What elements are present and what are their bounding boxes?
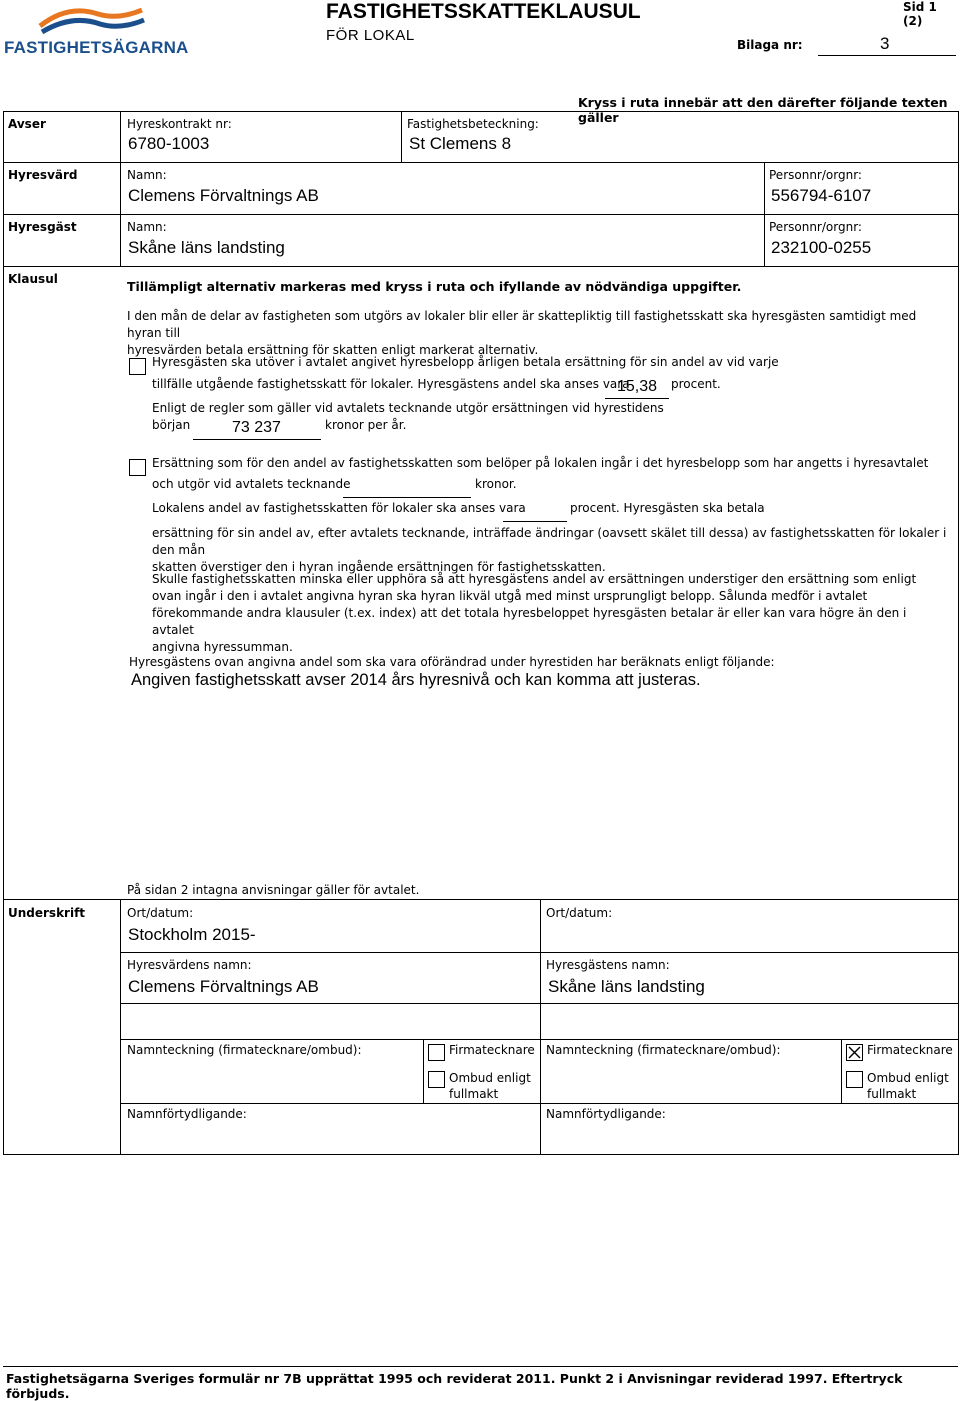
page-indicator: Sid 1 (2): [903, 0, 937, 28]
alt2-line3-suffix: procent. Hyresgästen ska betala: [570, 501, 765, 515]
alt1-line3: Enligt de regler som gäller vid avtalets tecknande utgör ersättningen vid hyrestidens: [152, 401, 664, 415]
frame-right: [958, 111, 959, 1155]
alt2-line1: Ersättning som för den andel av fastighetsskatten som belöper på lokalen ingår i det hyresbelopp som har angetts i hyresavtalet: [152, 456, 929, 470]
basis-label: Hyresgästens ovan angivna andel som ska vara oförändrad under hyrestiden har beräknats enligt följande:: [129, 655, 775, 669]
orgnr-divider: [764, 162, 765, 266]
hyresgast-name-value[interactable]: Skåne läns landsting: [128, 238, 285, 257]
bilaga-underline: [818, 55, 956, 56]
alt1-amount-value[interactable]: 73 237: [232, 419, 281, 436]
basis-value[interactable]: Angiven fastighetsskatt avser 2014 års hyresnivå och kan komma att justeras.: [131, 671, 701, 689]
right-ombud-label-line2: fullmakt: [867, 1087, 917, 1101]
logo-text: FASTIGHETSÄGARNA: [4, 38, 189, 57]
klausul-intro: [127, 308, 953, 359]
right-firma-divider: [841, 1039, 842, 1103]
page-note: På sidan 2 intagna anvisningar gäller för avtalet.: [127, 883, 420, 897]
alt1-percent-suffix: procent.: [671, 377, 721, 391]
form-subtitle: FÖR LOKAL: [326, 27, 415, 44]
klausul-label: Klausul: [8, 272, 58, 286]
left-name-label: Hyresvärdens namn:: [127, 958, 252, 972]
footer-text: Fastighetsägarna Sveriges formulär nr 7B upprättat 1995 och reviderat 2011. Punkt 2 i Anvisningar reviderad 1997. Eftertryck förbjuds.: [6, 1371, 903, 1401]
bilaga-value[interactable]: 3: [880, 34, 890, 53]
alt2-para2-line4: angivna hyressumman.: [152, 640, 293, 654]
underskrift-label: Underskrift: [8, 906, 86, 920]
hyresvard-name-label: Namn:: [127, 168, 167, 182]
form-title: FASTIGHETSSKATTEKLAUSUL: [326, 0, 641, 23]
alt1-amount-underline: [193, 439, 321, 440]
alt1-line2: tillfälle utgående fastighetsskatt för lokaler. Hyresgästens andel ska anses vara: [152, 377, 630, 391]
alt2-checkbox[interactable]: [129, 459, 146, 476]
left-firmatecknare-label: Firmatecknare: [449, 1043, 535, 1057]
row-divider-avser: [3, 162, 958, 163]
checkmark-x-icon: [847, 1045, 862, 1060]
right-ombud-checkbox[interactable]: [846, 1071, 863, 1088]
alt2-para1-line2: skatten överstiger den i hyran ingående ersättningen för fastighetsskatten.: [152, 560, 606, 574]
frame-bottom: [3, 1154, 958, 1155]
logo: [4, 2, 189, 58]
alt2-para1-line1: ersättning för sin andel av, efter avtalets tecknande, inträffade ändringar (oavsett skälet till dessa) av fastighetsskatten för lokaler i den mån: [152, 526, 947, 557]
right-firmatecknare-label: Firmatecknare: [867, 1043, 953, 1057]
footer-rule: [3, 1366, 958, 1367]
alt2-para2-line2: ovan ingår i den i avtalet angivna hyran ska hyran likväl utgå med minst ursprungligt belopp. Sålunda medför i avtalet: [152, 589, 868, 603]
alt2-line3-underline: [503, 521, 567, 522]
left-ort-label: Ort/datum:: [127, 906, 194, 920]
underskrift-top: [3, 899, 958, 900]
frame-left: [3, 111, 4, 1155]
left-firma-divider: [423, 1039, 424, 1103]
alt2-para2: [152, 571, 952, 656]
alt2-line2-suffix: kronor.: [475, 477, 517, 491]
left-firmatecknare-checkbox[interactable]: [428, 1044, 445, 1061]
kryss-note: Kryss i ruta innebär att den därefter följande texten gäller: [578, 95, 948, 125]
fastighet-label: Fastighetsbeteckning:: [407, 117, 539, 131]
label-column-divider: [120, 111, 121, 266]
right-ombud-label-line1: Ombud enligt: [867, 1071, 949, 1085]
alt1-checkbox[interactable]: [129, 358, 146, 375]
hyresgast-label: Hyresgäst: [8, 220, 77, 234]
right-name-value[interactable]: Skåne läns landsting: [548, 977, 705, 996]
right-name-label: Hyresgästens namn:: [546, 958, 670, 972]
hyresvard-label: Hyresvärd: [8, 168, 78, 182]
klausul-instruction: Tillämpligt alternativ markeras med kryss i ruta och ifyllande av nödvändiga uppgifter.: [127, 279, 742, 294]
hyresvard-orgnr-label: Personnr/orgnr:: [769, 168, 862, 182]
bilaga-label: Bilaga nr:: [737, 38, 803, 52]
avser-label: Avser: [8, 117, 46, 131]
right-ort-label: Ort/datum:: [546, 906, 613, 920]
hyresgast-orgnr-value[interactable]: 232100-0255: [771, 238, 872, 257]
hyresgast-name-label: Namn:: [127, 220, 167, 234]
left-ort-value[interactable]: Stockholm 2015-: [128, 925, 256, 944]
alt2-para2-line3: förekommande andra klausuler (t.ex. index) att det totala hyresbeloppet hyresgästen betalar är eller kan vara högre än den i avtalet: [152, 606, 907, 637]
logo-mark-icon: [38, 4, 148, 36]
underskrift-row3: [120, 1039, 958, 1040]
alt1-borjan-label: början: [152, 418, 191, 432]
kontrakt-value[interactable]: 6780-1003: [128, 134, 210, 153]
hyresgast-orgnr-label: Personnr/orgnr:: [769, 220, 862, 234]
alt2-para1: [152, 525, 958, 576]
alt2-line2-prefix: och utgör vid avtalets tecknande: [152, 477, 351, 491]
alt2-line3-prefix: Lokalens andel av fastighetsskatten för lokaler ska anses vara: [152, 501, 526, 515]
left-name-value[interactable]: Clemens Förvaltnings AB: [128, 977, 319, 996]
underskrift-label-divider: [120, 899, 121, 1154]
underskrift-center-divider: [540, 899, 541, 1154]
row-divider-hyresgast: [3, 266, 958, 267]
left-ombud-checkbox[interactable]: [428, 1071, 445, 1088]
hyresvard-name-value[interactable]: Clemens Förvaltnings AB: [128, 186, 319, 205]
left-clarify-label: Namnförtydligande:: [127, 1107, 247, 1121]
underskrift-row2: [120, 1003, 958, 1004]
alt1-percent-value[interactable]: 15,38: [617, 378, 658, 395]
alt2-para2-line1: Skulle fastighetsskatten minska eller upphöra så att hyresgästens andel av ersättningen understiger den ersättning som enligt: [152, 572, 917, 586]
alt1-line1: Hyresgästen ska utöver i avtalet angivet hyresbelopp årligen betala ersättning för sin andel av vid varje: [152, 355, 779, 369]
alt1-percent-underline: [605, 398, 669, 399]
right-clarify-label: Namnförtydligande:: [546, 1107, 666, 1121]
frame-top: [3, 111, 958, 112]
left-ombud-label: [449, 1070, 531, 1102]
fastighet-value[interactable]: St Clemens 8: [409, 134, 512, 153]
alt2-line2-underline: [343, 497, 471, 498]
right-firmatecknare-checkbox[interactable]: [846, 1044, 863, 1061]
right-ombud-label: [867, 1070, 949, 1102]
left-sign-label: Namnteckning (firmatecknare/ombud):: [127, 1043, 362, 1057]
hyresvard-orgnr-value[interactable]: 556794-6107: [771, 186, 872, 205]
kontrakt-label: Hyreskontrakt nr:: [127, 117, 232, 131]
klausul-intro-line1: I den mån de delar av fastigheten som utgörs av lokaler blir eller är skattepliktig till fastighetsskatt ska hyresgästen samtidigt med hyran till: [127, 309, 917, 340]
left-ombud-label-line1: Ombud enligt: [449, 1071, 531, 1085]
underskrift-row1: [120, 952, 958, 953]
row-divider-hyresvard: [3, 214, 958, 215]
left-ombud-label-line2: fullmakt: [449, 1087, 499, 1101]
right-sign-label: Namnteckning (firmatecknare/ombud):: [546, 1043, 781, 1057]
underskrift-row4: [120, 1103, 958, 1104]
alt1-amount-suffix: kronor per år.: [325, 418, 407, 432]
avser-inner-divider: [401, 111, 402, 162]
klausul-intro-line2: hyresvärden betala ersättning för skatten enligt markerat alternativ.: [127, 343, 539, 357]
